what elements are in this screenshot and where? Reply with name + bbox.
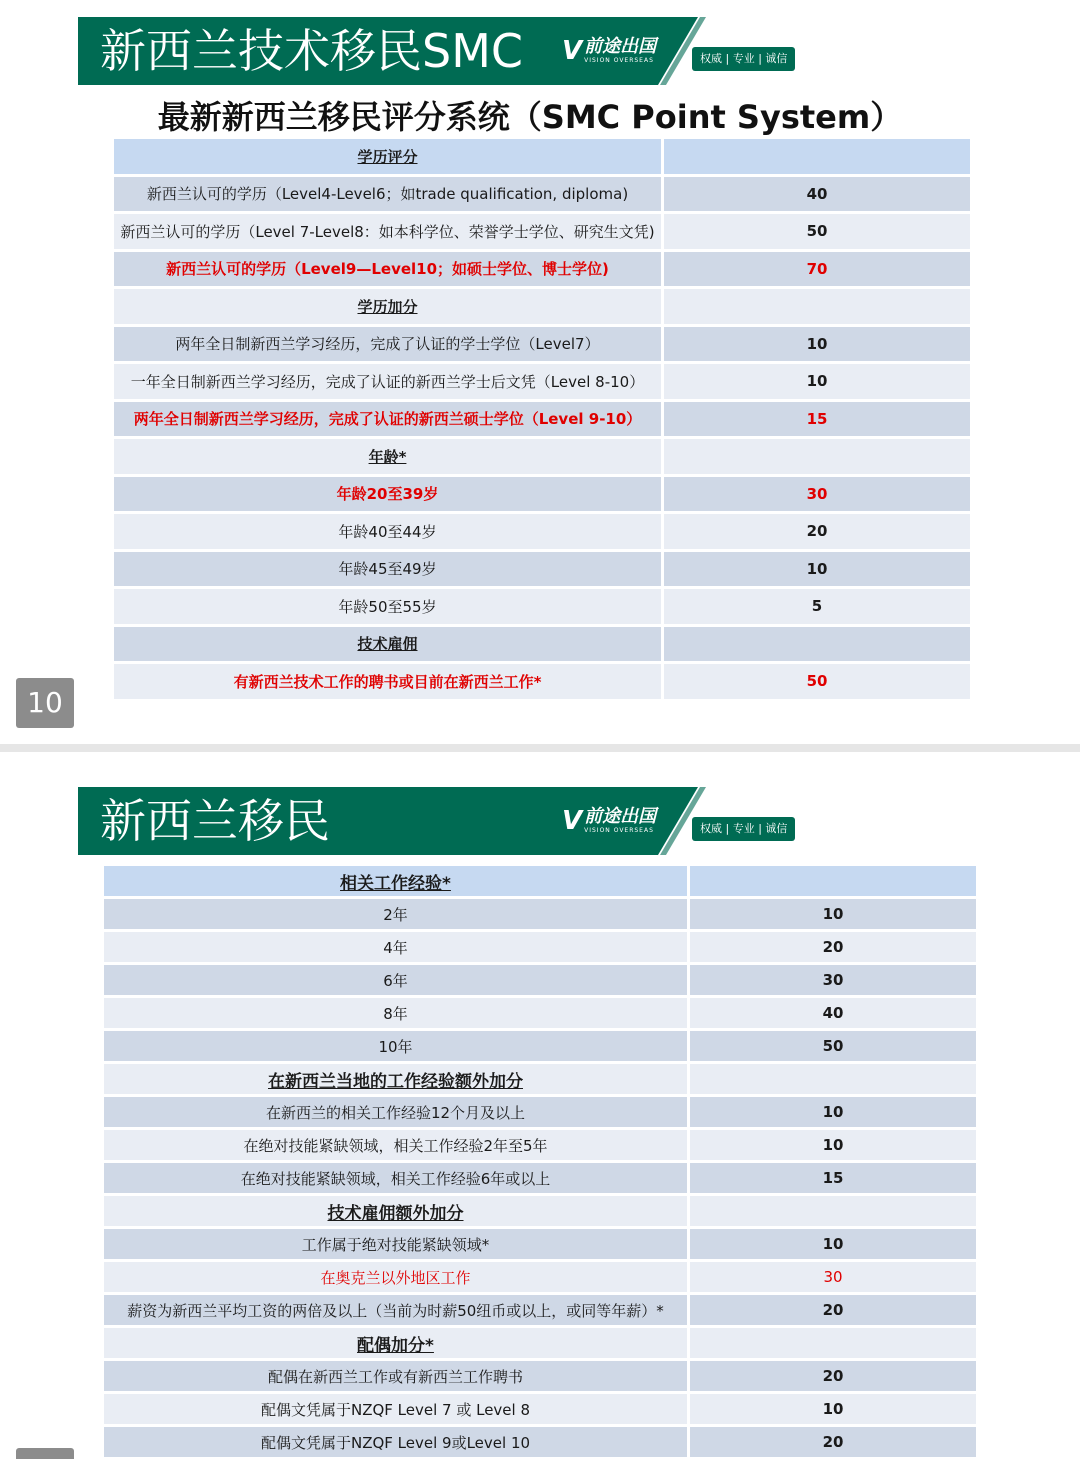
points-value: 70 xyxy=(664,252,970,287)
points-value: 20 xyxy=(690,1295,976,1325)
table-row xyxy=(104,1394,976,1424)
section-header-row xyxy=(114,627,970,662)
points-value: 10 xyxy=(690,1097,976,1127)
criteria-label: 年龄40至44岁 xyxy=(114,514,664,549)
points-value: 30 xyxy=(690,965,976,995)
points-value: 10 xyxy=(690,899,976,929)
points-value: 20 xyxy=(690,1361,976,1391)
table-row xyxy=(104,965,976,995)
points-value xyxy=(690,1328,976,1358)
section-header-row xyxy=(114,139,970,174)
section-title: 在新西兰当地的工作经验额外加分 xyxy=(104,1064,690,1094)
tagline: 权威 | 专业 | 诚信 xyxy=(692,47,795,71)
points-value: 10 xyxy=(664,327,970,362)
criteria-label: 在绝对技能紧缺领域，相关工作经验2年至5年 xyxy=(104,1130,690,1160)
smc-points-table-2 xyxy=(104,863,976,1459)
criteria-label: 新西兰认可的学历（Level 7-Level8：如本科学位、荣誉学士学位、研究生文凭) xyxy=(114,214,664,249)
criteria-label: 6年 xyxy=(104,965,690,995)
section-title: 技术雇佣额外加分 xyxy=(104,1196,690,1226)
criteria-label: 年龄20至39岁 xyxy=(114,477,664,512)
points-value: 50 xyxy=(690,1031,976,1061)
logo-en-text: VISION OVERSEAS xyxy=(584,57,654,64)
points-value: 10 xyxy=(690,1130,976,1160)
table-row xyxy=(114,589,970,624)
points-value: 10 xyxy=(690,1229,976,1259)
page-subtitle: 最新新西兰移民评分系统（SMC Point System） xyxy=(157,98,903,136)
points-value: 5 xyxy=(664,589,970,624)
points-value xyxy=(664,439,970,474)
points-value: 40 xyxy=(664,177,970,212)
section-header-row xyxy=(104,1328,976,1358)
points-value: 15 xyxy=(664,402,970,437)
slide-2 xyxy=(0,754,1080,1459)
points-value: 20 xyxy=(664,514,970,549)
criteria-label: 有新西兰技术工作的聘书或目前在新西兰工作* xyxy=(114,664,664,699)
points-value: 10 xyxy=(690,1394,976,1424)
criteria-label: 年龄45至49岁 xyxy=(114,552,664,587)
points-value xyxy=(690,1196,976,1226)
slide-separator xyxy=(0,744,1080,752)
criteria-label: 配偶文凭属于NZQF Level 9或Level 10 xyxy=(104,1427,690,1457)
points-value: 10 xyxy=(664,552,970,587)
points-value: 30 xyxy=(664,477,970,512)
smc-points-table-1 xyxy=(114,136,970,702)
criteria-label: 2年 xyxy=(104,899,690,929)
table-row xyxy=(114,402,970,437)
logo-v-icon: V xyxy=(562,806,583,836)
criteria-label: 配偶在新西兰工作或有新西兰工作聘书 xyxy=(104,1361,690,1391)
points-value: 40 xyxy=(690,998,976,1028)
criteria-label: 年龄50至55岁 xyxy=(114,589,664,624)
table-row xyxy=(104,1427,976,1457)
vision-overseas-logo xyxy=(562,33,656,69)
slide-2-banner xyxy=(78,787,838,855)
criteria-label: 10年 xyxy=(104,1031,690,1061)
table-row xyxy=(104,1262,976,1292)
criteria-label: 配偶文凭属于NZQF Level 7 或 Level 8 xyxy=(104,1394,690,1424)
section-header-row xyxy=(114,289,970,324)
table-row xyxy=(104,1163,976,1193)
table-row xyxy=(104,899,976,929)
points-value: 30 xyxy=(690,1262,976,1292)
section-title: 配偶加分* xyxy=(104,1328,690,1358)
table-row xyxy=(104,998,976,1028)
criteria-label: 在绝对技能紧缺领域，相关工作经验6年或以上 xyxy=(104,1163,690,1193)
criteria-label: 8年 xyxy=(104,998,690,1028)
section-title: 学历加分 xyxy=(114,289,664,324)
table-row xyxy=(114,514,970,549)
logo-cn-text: 前途出国 xyxy=(584,36,657,57)
table-row xyxy=(114,552,970,587)
points-value: 20 xyxy=(690,932,976,962)
table-row xyxy=(104,1031,976,1061)
table-row xyxy=(104,1097,976,1127)
logo-en-text: VISION OVERSEAS xyxy=(584,827,654,834)
criteria-label: 两年全日制新西兰学习经历，完成了认证的学士学位（Level7） xyxy=(114,327,664,362)
points-value xyxy=(664,627,970,662)
table-row xyxy=(104,1229,976,1259)
section-header-row xyxy=(104,866,976,896)
table-row xyxy=(114,327,970,362)
section-title: 技术雇佣 xyxy=(114,627,664,662)
table-row xyxy=(114,364,970,399)
criteria-label: 两年全日制新西兰学习经历，完成了认证的新西兰硕士学位（Level 9-10） xyxy=(114,402,664,437)
banner-title: 新西兰移民 xyxy=(100,794,330,848)
table-row xyxy=(114,477,970,512)
table-row xyxy=(114,214,970,249)
points-value xyxy=(664,289,970,324)
table-row xyxy=(114,664,970,699)
page-number-badge-2 xyxy=(16,1448,74,1459)
criteria-label: 一年全日制新西兰学习经历，完成了认证的新西兰学士后文凭（Level 8-10） xyxy=(114,364,664,399)
table-row xyxy=(104,1361,976,1391)
points-value: 50 xyxy=(664,664,970,699)
criteria-label: 在奥克兰以外地区工作 xyxy=(104,1262,690,1292)
section-title: 相关工作经验* xyxy=(104,866,690,896)
banner-title: 新西兰技术移民SMC xyxy=(100,24,524,78)
criteria-label: 薪资为新西兰平均工资的两倍及以上（当前为时薪50纽币或以上，或同等年薪）* xyxy=(104,1295,690,1325)
section-title: 年龄* xyxy=(114,439,664,474)
points-value: 15 xyxy=(690,1163,976,1193)
section-header-row xyxy=(114,439,970,474)
logo-cn-text: 前途出国 xyxy=(584,806,657,827)
points-value: 50 xyxy=(664,214,970,249)
tagline: 权威 | 专业 | 诚信 xyxy=(692,817,795,841)
table-row xyxy=(114,252,970,287)
table-row xyxy=(114,177,970,212)
section-header-row xyxy=(104,1196,976,1226)
page-number-badge: 10 xyxy=(16,678,74,728)
criteria-label: 工作属于绝对技能紧缺领域* xyxy=(104,1229,690,1259)
criteria-label: 4年 xyxy=(104,932,690,962)
section-title: 学历评分 xyxy=(114,139,664,174)
section-header-row xyxy=(104,1064,976,1094)
table-row xyxy=(104,1130,976,1160)
points-value xyxy=(690,1064,976,1094)
slide-1-banner xyxy=(78,17,838,85)
criteria-label: 新西兰认可的学历（Level4-Level6；如trade qualification, diploma) xyxy=(114,177,664,212)
points-value: 10 xyxy=(664,364,970,399)
points-value xyxy=(664,139,970,174)
points-value: 20 xyxy=(690,1427,976,1457)
table-row xyxy=(104,1295,976,1325)
criteria-label: 新西兰认可的学历（Level9—Level10；如硕士学位、博士学位) xyxy=(114,252,664,287)
points-value xyxy=(690,866,976,896)
criteria-label: 在新西兰的相关工作经验12个月及以上 xyxy=(104,1097,690,1127)
logo-v-icon: V xyxy=(562,36,583,66)
vision-overseas-logo xyxy=(562,803,656,839)
table-row xyxy=(104,932,976,962)
